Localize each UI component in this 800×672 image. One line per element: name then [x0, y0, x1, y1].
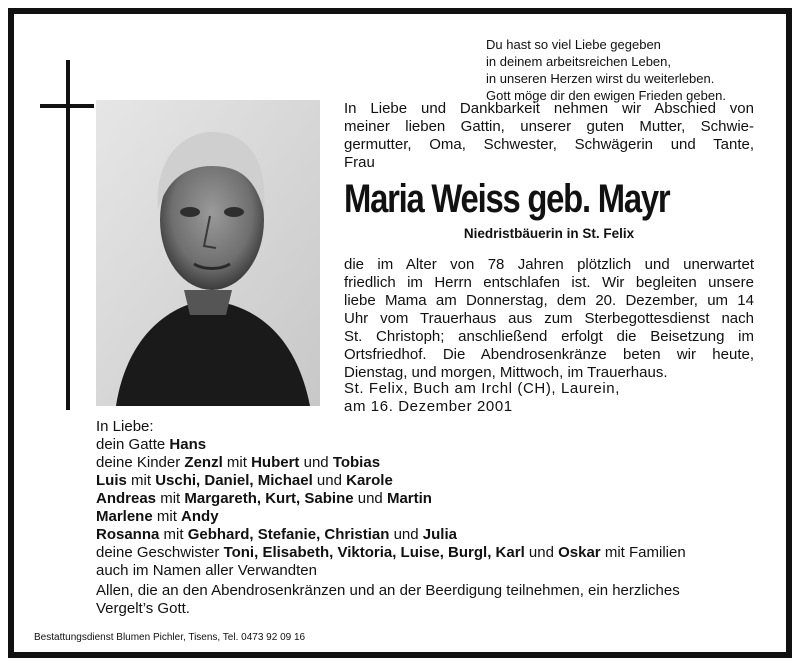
text-span: und: [312, 472, 347, 489]
mourner-line-relatives: auch im Namen aller Verwandten: [96, 562, 317, 579]
date-line: am 16. Dezember 2001: [344, 398, 513, 415]
details-line: Dienstag, und morgen, Mittwoch, im Trauerhaus.: [344, 364, 668, 381]
text-span: und: [353, 490, 387, 507]
text-span: mit: [222, 454, 252, 471]
intro-line: In Liebe und Dankbarkeit nehmen wir Abschied von: [344, 100, 754, 117]
sibling-name: Oskar: [558, 544, 601, 561]
portrait-photo: [96, 100, 320, 406]
intro-paragraph: [344, 100, 754, 172]
mourner-line: [96, 526, 776, 544]
spouse-name: Hans: [169, 436, 207, 453]
details-line: die im Alter von 78 Jahren plötzlich und unerwartet: [344, 256, 754, 273]
text-span: mit: [126, 472, 156, 489]
family-name: Tobias: [332, 454, 381, 471]
closing-line: Vergelt’s Gott.: [96, 600, 190, 617]
closing-thanks: [96, 582, 776, 618]
family-name: Andy: [181, 508, 219, 525]
poem-line: Gott möge dir den ewigen Frieden geben.: [486, 88, 726, 103]
child-name: Andreas: [96, 490, 157, 507]
child-name: Luis: [96, 472, 127, 489]
details-line: Uhr vom Trauerhaus aus zum Sterbegottesdienst nach: [344, 310, 754, 327]
details-line: friedlich im Herrn entschlafen ist. Wir begleiten unsere: [344, 274, 754, 291]
child-name: Marlene: [96, 508, 153, 525]
sibling-names: Toni, Elisabeth, Viktoria, Luise, Burgl, Karl: [223, 544, 525, 561]
family-name: Karole: [346, 472, 393, 489]
text-span: und: [299, 454, 333, 471]
details-line: liebe Mama am Donnerstag, dem 20. Dezember, um 14: [344, 292, 754, 309]
text-span: mit Familien: [600, 544, 686, 561]
portrait-image: [96, 100, 320, 406]
mourners-heading: In Liebe:: [96, 418, 154, 435]
child-name: Zenzl: [184, 454, 223, 471]
text-span: und: [389, 526, 423, 543]
mourner-line-children: [96, 454, 776, 472]
poem-line: in deinem arbeitsreichen Leben,: [486, 54, 672, 69]
family-name: Uschi, Daniel, Michael: [155, 472, 313, 489]
family-name: Hubert: [251, 454, 300, 471]
mourner-line: [96, 490, 776, 508]
text-span: und: [524, 544, 559, 561]
text-span: mit: [156, 490, 185, 507]
text-span: deine Geschwister: [96, 544, 224, 561]
text-span: deine Kinder: [96, 454, 185, 471]
place-and-date: [344, 380, 754, 416]
mourner-line-spouse: [96, 436, 776, 454]
mourner-line: [96, 472, 776, 490]
poem-line: Du hast so viel Liebe gegeben: [486, 37, 661, 52]
deceased-subtitle: Niedristbäuerin in St. Felix: [463, 226, 635, 241]
family-name: Julia: [422, 526, 457, 543]
details-line: Ortsfriedhof. Die Abendrosenkränze beten wir heute,: [344, 346, 754, 363]
mourner-line: [96, 508, 776, 526]
family-name: Martin: [386, 490, 432, 507]
memorial-poem: [486, 36, 726, 104]
child-name: Rosanna: [96, 526, 160, 543]
deceased-name: Maria Weiss geb. Mayr: [344, 177, 670, 221]
place-line: St. Felix, Buch am Irchl (CH), Laurein,: [344, 380, 620, 397]
text-span: mit: [152, 508, 182, 525]
text-span: dein Gatte: [96, 436, 170, 453]
details-line: St. Christoph; anschließend erfolgt die Beisetzung im: [344, 328, 754, 345]
family-name: Margareth, Kurt, Sabine: [184, 490, 354, 507]
mourners-list: [96, 418, 776, 580]
intro-line: meiner lieben Gattin, unserer guten Mutter, Schwie-: [344, 118, 754, 135]
text-span: mit: [159, 526, 188, 543]
funeral-service-credit: Bestattungsdienst Blumen Pichler, Tisens, Tel. 0473 92 09 16: [34, 632, 306, 643]
family-name: Gebhard, Stefanie, Christian: [187, 526, 390, 543]
cross-horizontal-bar: [40, 104, 94, 108]
funeral-details: [344, 256, 754, 382]
poem-line: in unseren Herzen wirst du weiterleben.: [486, 71, 715, 86]
cross-vertical-bar: [66, 60, 70, 410]
closing-line: Allen, die an den Abendrosenkränzen und an der Beerdigung teilnehmen, ein herzliches: [96, 582, 680, 599]
intro-line: germutter, Oma, Schwester, Schwägerin und Tante,: [344, 136, 754, 153]
intro-line: Frau: [344, 154, 375, 171]
mourner-line-siblings: [96, 544, 776, 562]
